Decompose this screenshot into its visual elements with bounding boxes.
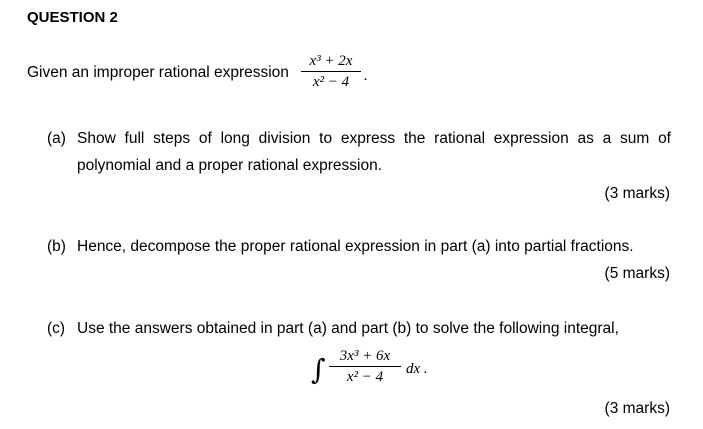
part-b-marks: (5 marks) [604, 265, 670, 282]
part-a-line2: polynomial and a proper rational expression. [77, 157, 383, 174]
integral-fraction [329, 347, 401, 386]
part-c-marks: (3 marks) [604, 400, 670, 417]
integral-fraction-bar [329, 366, 401, 367]
fraction-numerator: x³ + 2x [309, 53, 353, 69]
integral-denominator: x² − 4 [346, 369, 384, 385]
intro-text: Given an improper rational expression [27, 64, 289, 81]
integral-sign: ∫ [311, 353, 326, 386]
part-b-label: (b) [47, 238, 66, 255]
part-c-label: (c) [47, 320, 66, 337]
integral-numerator: 3x³ + 6x [339, 348, 391, 364]
part-a-label: (a) [47, 130, 66, 147]
part-a-line1: Show full steps of long division to express the rational expression as a sum of [77, 130, 671, 147]
part-a-marks: (3 marks) [604, 185, 670, 202]
part-b-line1: Hence, decompose the proper rational expression in part (a) into partial fractions. [77, 238, 634, 255]
intro-fraction [301, 52, 361, 91]
part-c-line1: Use the answers obtained in part (a) and part (b) to solve the following integral, [77, 320, 619, 337]
integral-differential: dx . [406, 361, 428, 377]
fraction-denominator: x² − 4 [312, 74, 350, 90]
question-title: QUESTION 2 [27, 9, 118, 26]
intro-end-punct: . [364, 68, 368, 84]
fraction-bar [301, 71, 361, 72]
